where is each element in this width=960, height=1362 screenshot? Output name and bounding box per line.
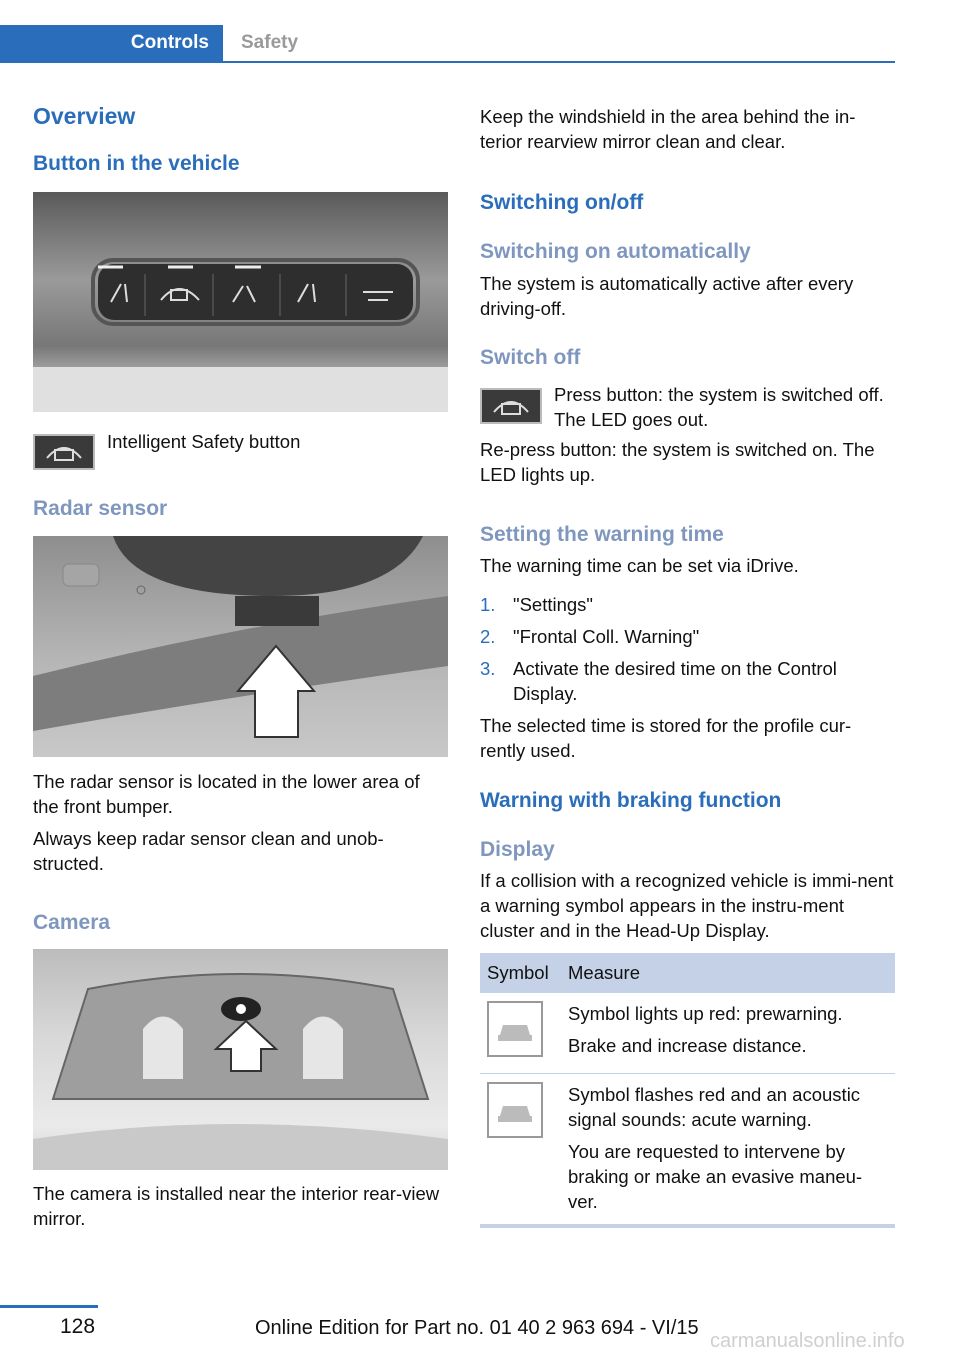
- table-cell-measure: [561, 993, 895, 1074]
- step-number: 2.: [480, 626, 496, 647]
- braking-heading: Warning with braking function: [480, 789, 782, 812]
- radar-photo: [33, 536, 448, 757]
- edition-text: Online Edition for Part no. 01 40 2 963 694 - VI/15: [255, 1317, 699, 1339]
- button-heading: Button in the vehicle: [33, 152, 240, 175]
- table-cell-symbol: [480, 993, 561, 1074]
- measure-text-2: You are requested to intervene by braking or make an evasive maneu-ver.: [568, 1141, 863, 1212]
- list-item: [480, 656, 895, 706]
- button-caption: Intelligent Safety button: [107, 431, 301, 452]
- switching-heading: Switching on/off: [480, 191, 644, 214]
- symbol-table: [480, 953, 895, 1228]
- page-number: 128: [60, 1315, 96, 1338]
- header-tabbar: [0, 25, 895, 63]
- measure-text-1: Symbol flashes red and an acoustic signal sounds: acute warning.: [568, 1084, 861, 1130]
- table-cell-symbol: [480, 1074, 561, 1227]
- measure-text-1: Symbol lights up red: prewarning.: [568, 1003, 843, 1024]
- step-number: 1.: [480, 594, 496, 615]
- radar-text-1: The radar sensor is located in the lower area of the front bumper.: [33, 771, 420, 817]
- step-text: Activate the desired time on the Control Display.: [513, 658, 837, 704]
- steps-list: [480, 592, 895, 706]
- auto-text: The system is automatically active after every driving-off.: [480, 273, 854, 319]
- switch-off-text: Press button: the system is switched off. The LED goes out.: [554, 384, 884, 430]
- intelligent-safety-button-icon: [33, 434, 95, 470]
- table-row: [480, 993, 895, 1074]
- table-header-symbol: Symbol: [480, 953, 561, 993]
- left-column: [33, 103, 448, 1231]
- tab-controls[interactable]: Controls: [0, 25, 223, 61]
- table-cell-measure: [561, 1074, 895, 1227]
- display-heading: Display: [480, 838, 555, 861]
- car-warning-icon: [487, 1001, 543, 1057]
- display-text: If a collision with a recognized vehicle is immi-nent a warning symbol appears in the instru-ment cluster and in the Head-Up Display.: [480, 870, 894, 941]
- camera-heading: Camera: [33, 911, 111, 934]
- table-header-measure: Measure: [561, 953, 895, 993]
- watermark: carmanualsonline.info: [710, 1330, 905, 1352]
- step-text: "Settings": [513, 594, 593, 615]
- stored-text: The selected time is stored for the profile cur-rently used.: [480, 715, 852, 761]
- tab-safety[interactable]: Safety: [241, 32, 299, 53]
- repress-text: Re-press button: the system is switched on. The LED lights up.: [480, 439, 875, 485]
- radar-heading: Radar sensor: [33, 497, 168, 520]
- camera-text: The camera is installed near the interior rear-view mirror.: [33, 1183, 440, 1229]
- list-item: [480, 592, 895, 617]
- measure-text-2: Brake and increase distance.: [568, 1035, 807, 1056]
- step-number: 3.: [480, 658, 496, 679]
- camera-photo: [33, 949, 448, 1170]
- switch-off-heading: Switch off: [480, 346, 581, 369]
- right-column: [480, 104, 895, 1228]
- windshield-text: Keep the windshield in the area behind the in-terior rearview mirror clean and clear.: [480, 106, 856, 152]
- warning-time-heading: Setting the warning time: [480, 523, 724, 546]
- radar-text-2: Always keep radar sensor clean and unob-structed.: [33, 828, 384, 874]
- button-photo: [33, 192, 448, 412]
- footer-line: [0, 1305, 98, 1308]
- list-item: [480, 624, 895, 649]
- step-text: "Frontal Coll. Warning": [513, 626, 700, 647]
- auto-heading: Switching on automatically: [480, 240, 751, 263]
- intelligent-safety-button-icon: [480, 388, 542, 424]
- table-row: [480, 1074, 895, 1227]
- overview-heading: Overview: [33, 103, 136, 129]
- warning-time-text: The warning time can be set via iDrive.: [480, 555, 799, 576]
- car-warning-icon: [487, 1082, 543, 1138]
